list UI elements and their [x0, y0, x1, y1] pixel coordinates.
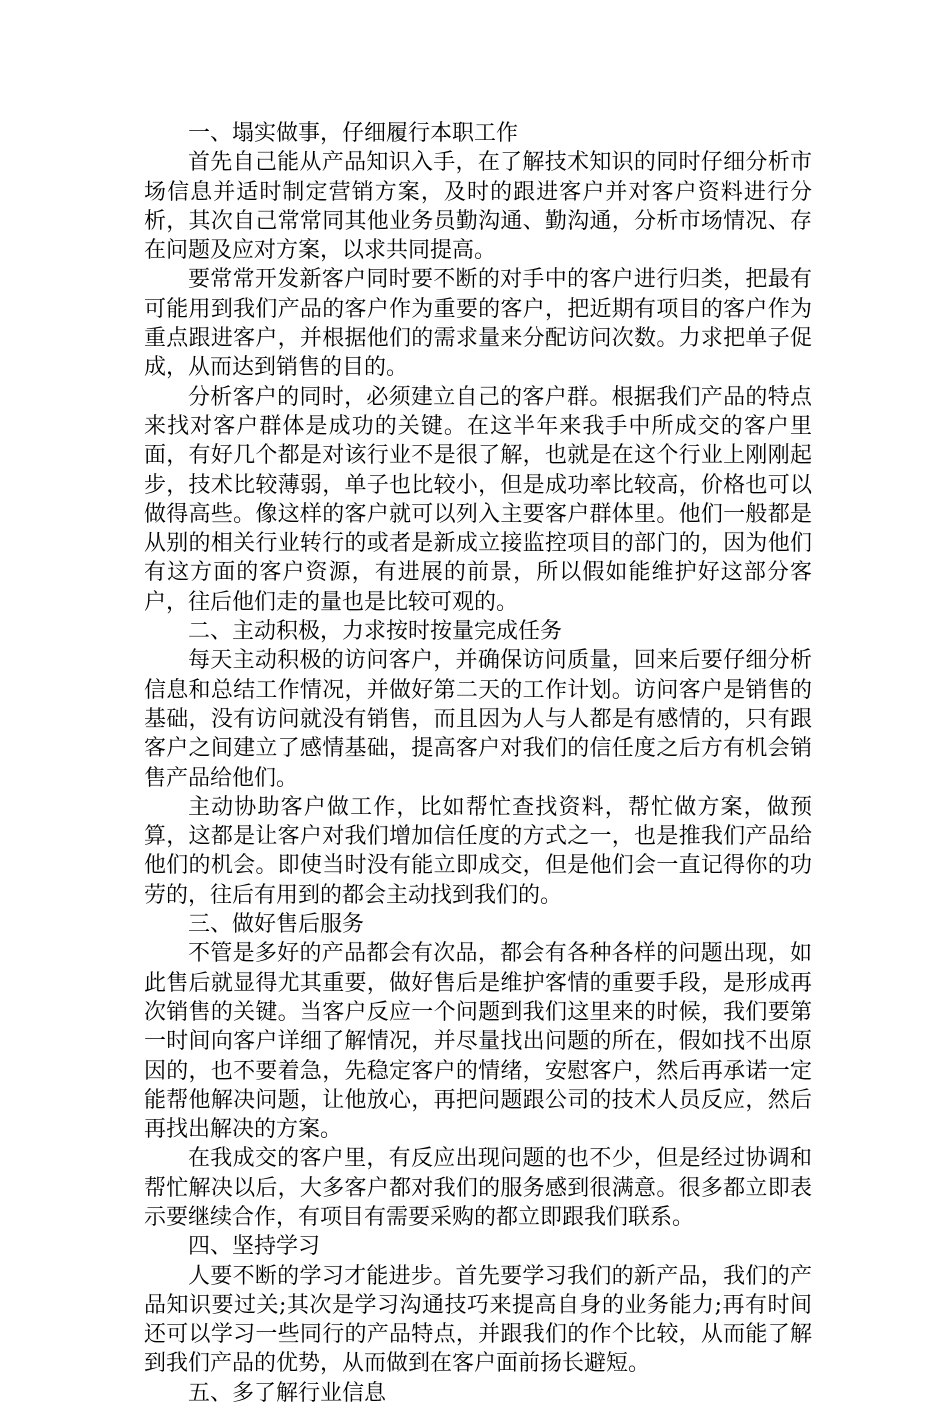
section-heading-3: 三、做好售后服务	[188, 912, 365, 938]
paragraph: 首先自己能从产品知识入手，在了解技术知识的同时仔细分析市场信息并适时制定营销方案，及时的跟进客户并对客户资料进行分析，其次自己常常同其他业务员勤沟通、勤沟通，分析市场情况、存在问题及应对方案，以求共同提高。	[144, 150, 812, 264]
section-heading-2: 二、主动积极，力求按时按量完成任务	[188, 619, 563, 645]
paragraph: 人要不断的学习才能进步。首先要学习我们的新产品，我们的产品知识要过关;其次是学习沟通技巧来提高自身的业务能力;再有时间还可以学习一些同行的产品特点，并跟我们的作个比较，从而能了解到我们产品的优势，从而做到在客户面前扬长避短。	[144, 1263, 812, 1377]
paragraph: 主动协助客户做工作，比如帮忙查找资料，帮忙做方案，做预算，这都是让客户对我们增加信任度的方式之一，也是推我们产品给他们的机会。即使当时没有能立即成交，但是他们会一直记得你的功劳的，往后有用到的都会主动找到我们的。	[144, 794, 812, 908]
paragraph: 不管是多好的产品都会有次品，都会有各种各样的问题出现，如此售后就显得尤其重要，做好售后是维护客情的重要手段，是形成再次销售的关键。当客户反应一个问题到我们这里来的时候，我们要第一时间向客户详细了解情况，并尽量找出问题的所在，假如找不出原因的，也不要着急，先稳定客户的情绪，安慰客户，然后再承诺一定能帮他解决问题，让他放心，再把问题跟公司的技术人员反应，然后再找出解决的方案。	[144, 941, 812, 1143]
paragraph: 分析客户的同时，必须建立自己的客户群。根据我们产品的特点来找对客户群体是成功的关键。在这半年来我手中所成交的客户里面，有好几个都是对该行业不是很了解，也就是在这个行业上刚刚起步，技术比较薄弱，单子也比较小，但是成功率比较高，价格也可以做得高些。像这样的客户就可以列入主要客户群体里。他们一般都是从别的相关行业转行的或者是新成立接监控项目的部门的，因为他们有这方面的客户资源，有进展的前景，所以假如能维护好这部分客户，往后他们走的量也是比较可观的。	[144, 384, 812, 615]
paragraph: 要常常开发新客户同时要不断的对手中的客户进行归类，把最有可能用到我们产品的客户作为重要的客户，把近期有项目的客户作为重点跟进客户，并根据他们的需求量来分配访问次数。力求把单子促成，从而达到销售的目的。	[144, 267, 812, 381]
paragraph: 每天主动积极的访问客户，并确保访问质量，回来后要仔细分析信息和总结工作情况，并做好第二天的工作计划。访问客户是销售的基础，没有访问就没有销售，而且因为人与人都是有感情的，只有跟客户之间建立了感情基础，提高客户对我们的信任度之后方有机会销售产品给他们。	[144, 648, 812, 791]
paragraph: 在我成交的客户里，有反应出现问题的也不少，但是经过协调和帮忙解决以后，大多客户都对我们的服务感到很满意。很多都立即表示要继续合作，有项目有需要采购的都立即跟我们联系。	[144, 1146, 812, 1230]
section-heading-4: 四、坚持学习	[188, 1234, 321, 1260]
document-body	[144, 119, 812, 1408]
section-heading-5: 五、多了解行业信息	[188, 1380, 387, 1406]
section-heading-1: 一、塌实做事，仔细履行本职工作	[188, 121, 519, 146]
